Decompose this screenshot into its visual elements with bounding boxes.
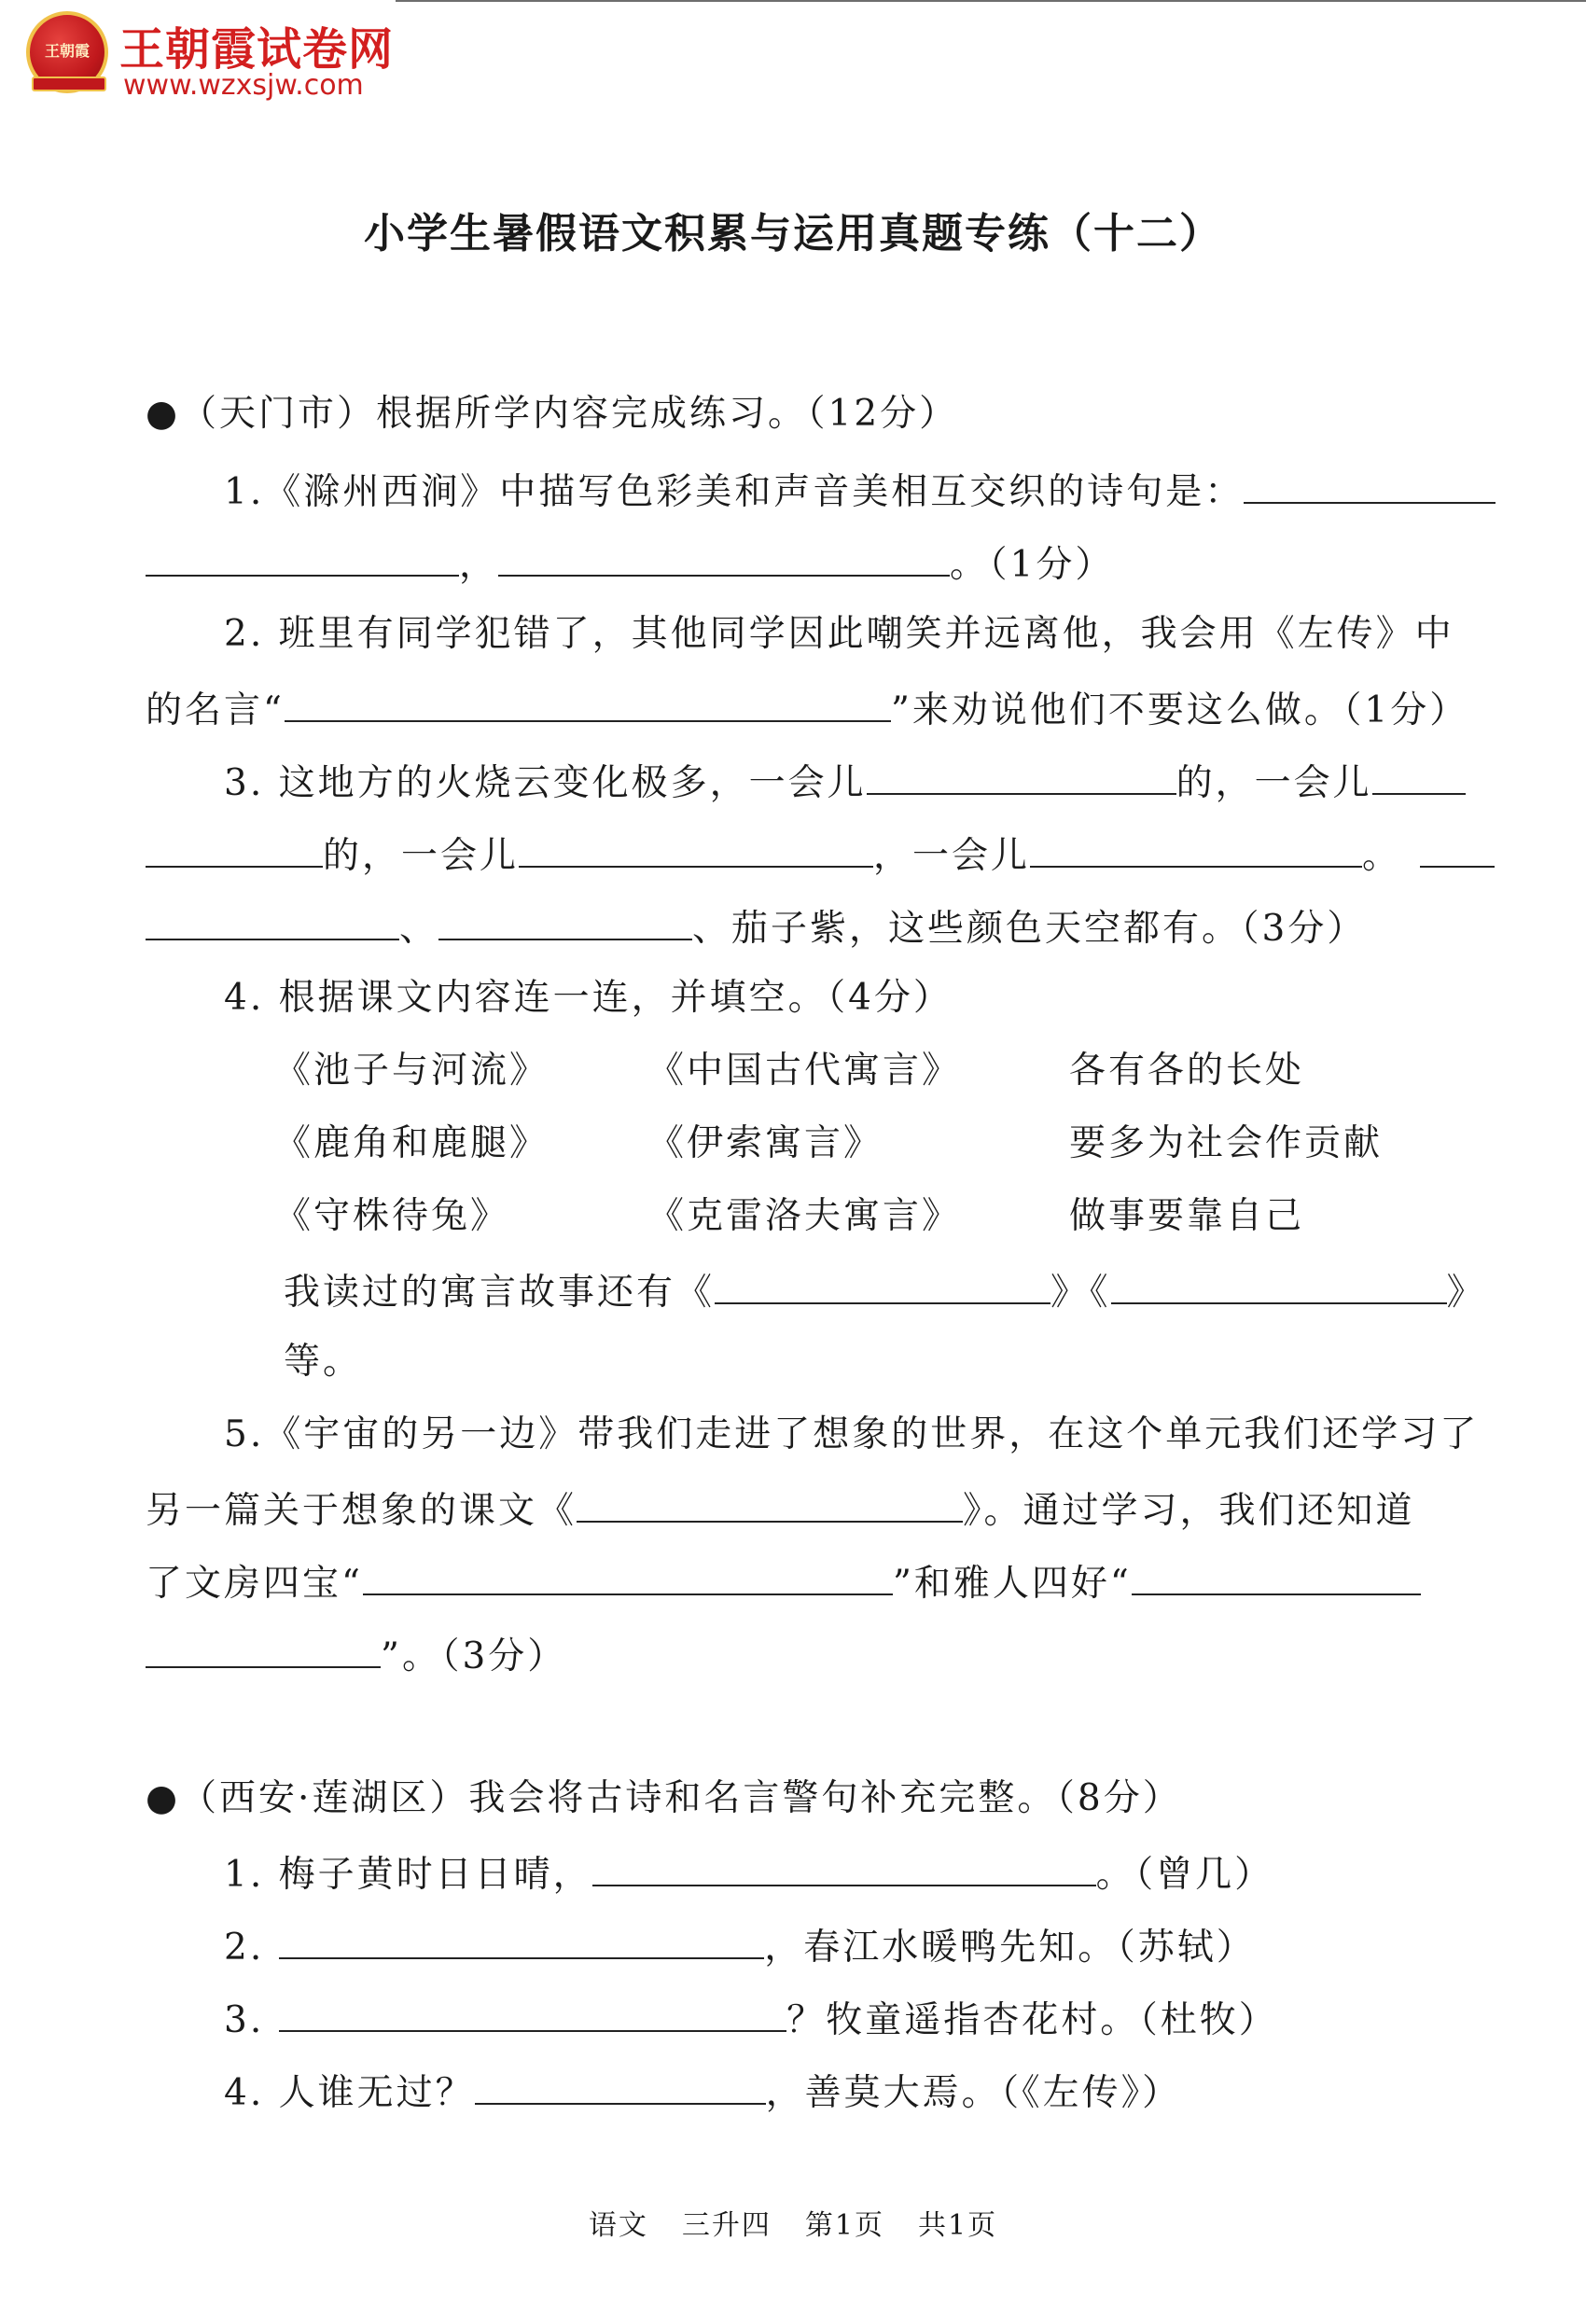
s2-q2-blank[interactable] xyxy=(279,1916,764,1959)
q3-blank-3[interactable] xyxy=(519,825,873,868)
q2-line1: 2. 班里有同学犯错了，其他同学因此嘲笑并远离他，我会用《左传》中 xyxy=(224,613,1454,655)
s2-q4 xyxy=(146,2062,1181,2118)
q4-col2-item[interactable]: 《克雷洛夫寓言》 xyxy=(647,1195,962,1237)
q3-text-b: 的，一会儿 xyxy=(1176,762,1372,804)
q4-blank-1[interactable] xyxy=(715,1261,1050,1304)
q4-row-2 xyxy=(274,1116,1383,1172)
q4-row-1 xyxy=(274,1043,1304,1099)
s2-q2 xyxy=(146,1916,1256,1972)
q5-line2 xyxy=(146,1480,1415,1536)
q3-text-d: ，一会儿 xyxy=(873,835,1031,877)
q5-prompt: 另一篇关于想象的课文《 xyxy=(146,1490,577,1532)
logo-url: www.wzxsjw.com xyxy=(123,69,364,102)
s2-q1-prompt: 1. 梅子黄时日日晴， xyxy=(224,1854,592,1896)
q2-prompt: 的名言“ xyxy=(146,689,285,731)
section1-heading: ●（天门市）根据所学内容完成练习。（12分） xyxy=(146,393,959,435)
s2-q3-text: ？牧童遥指杏花村。（杜牧） xyxy=(786,1999,1278,2041)
q5-blank-1[interactable] xyxy=(577,1480,963,1523)
s2-q3 xyxy=(146,1989,1278,2045)
q3-prompt: 3. 这地方的火烧云变化极多，一会儿 xyxy=(224,762,867,804)
q3-blank-2b[interactable] xyxy=(146,825,323,868)
q4-col1-item[interactable]: 《鹿角和鹿腿》 xyxy=(274,1122,550,1164)
q1-line2 xyxy=(146,534,1114,590)
s2-q1 xyxy=(146,1844,1273,1900)
header-rule xyxy=(396,0,1586,2)
q4-col1-item[interactable]: 《池子与河流》 xyxy=(274,1050,550,1092)
q3-line1 xyxy=(146,752,1466,808)
q3-text-e: 。 xyxy=(1362,835,1402,877)
q1-line1 xyxy=(146,461,1496,517)
q4-fill-prompt: 我读过的寓言故事还有《 xyxy=(284,1272,716,1314)
page-footer xyxy=(0,2202,1586,2243)
q3-text-f: 、 xyxy=(399,908,439,950)
s2-q3-blank[interactable] xyxy=(279,1989,786,2032)
s2-q4-prompt: 4. 人谁无过？ xyxy=(224,2072,475,2114)
q4-col2-item[interactable]: 《中国古代寓言》 xyxy=(647,1050,962,1092)
q3-blank-2[interactable] xyxy=(1372,752,1466,795)
q4-col3-item[interactable]: 做事要靠自己 xyxy=(1069,1195,1305,1237)
footer-page: 第1页 xyxy=(804,2209,884,2242)
q3-line2 xyxy=(146,825,1495,881)
s2-q1-blank[interactable] xyxy=(592,1844,1096,1886)
page-title: 小学生暑假语文积累与运用真题专练（十二） xyxy=(364,210,1222,257)
s2-q4-blank[interactable] xyxy=(475,2062,766,2105)
q5-score: ”。（3分） xyxy=(381,1635,567,1677)
site-logo xyxy=(26,7,399,101)
s2-q2-text: ，春江水暖鸭先知。（苏轼） xyxy=(764,1927,1256,1969)
q3-line3 xyxy=(146,898,1366,953)
s2-q2-number: 2. xyxy=(224,1927,265,1969)
s2-q4-text: ，善莫大焉。（《左传》） xyxy=(765,2072,1182,2114)
q4-col2-item[interactable]: 《伊索寓言》 xyxy=(647,1122,883,1164)
q1-blank-2[interactable] xyxy=(146,534,459,577)
q3-blank-1[interactable] xyxy=(867,752,1176,795)
logo-name: 王朝霞试卷网 xyxy=(119,23,395,76)
q3-text-c: 的，一会儿 xyxy=(323,835,520,877)
logo-badge-text: 王朝霞 xyxy=(44,42,90,60)
q4-blank-2[interactable] xyxy=(1111,1261,1447,1304)
q5-blank-3b[interactable] xyxy=(146,1625,381,1668)
q4-fill-mid: 》《 xyxy=(1050,1272,1111,1314)
q5-text-c: 》。通过学习，我们还知道 xyxy=(963,1490,1415,1532)
section2-heading: ●（西安·莲湖区）我会将古诗和名言警句补充完整。（8分） xyxy=(146,1777,1182,1819)
q1-score: 。（1分） xyxy=(950,544,1115,586)
q2-suffix: ”来劝说他们不要这么做。（1分） xyxy=(890,689,1469,731)
q5-blank-2[interactable] xyxy=(363,1552,893,1595)
q2-line2 xyxy=(146,679,1468,735)
q1-prompt: 1.《滁州西涧》中描写色彩美和声音美相互交织的诗句是： xyxy=(224,471,1245,513)
q4-col3-item[interactable]: 各有各的长处 xyxy=(1069,1050,1305,1092)
q4-fill-end: 》 xyxy=(1446,1272,1486,1314)
q5-text-d: 了文房四宝“ xyxy=(146,1563,363,1605)
q5-line1: 5.《宇宙的另一边》带我们走进了想象的世界，在这个单元我们还学习了 xyxy=(224,1413,1480,1455)
q3-blank-6[interactable] xyxy=(438,898,692,940)
q1-separator: ， xyxy=(459,544,499,586)
footer-subject: 语文 xyxy=(588,2209,648,2242)
q3-blank-5[interactable] xyxy=(1420,825,1495,868)
q5-blank-3[interactable] xyxy=(1132,1552,1421,1595)
q3-blank-5b[interactable] xyxy=(146,898,399,940)
q4-prompt: 4. 根据课文内容连一连，并填空。（4分） xyxy=(224,977,953,1019)
q3-blank-4[interactable] xyxy=(1030,825,1362,868)
q2-blank[interactable] xyxy=(285,679,891,722)
q3-text-g: 、茄子紫，这些颜色天空都有。（3分） xyxy=(692,908,1367,950)
logo-ribbon-icon xyxy=(32,77,106,91)
s2-q3-number: 3. xyxy=(224,1999,265,2041)
q5-line4 xyxy=(146,1625,566,1681)
q4-col3-item[interactable]: 要多为社会作贡献 xyxy=(1069,1122,1384,1164)
q4-fill-tail: 等。 xyxy=(284,1341,363,1383)
q4-row-3 xyxy=(274,1189,1304,1245)
q1-blank-3[interactable] xyxy=(498,534,950,577)
q5-text-e: ”和雅人四好“ xyxy=(892,1563,1132,1605)
s2-q1-source: 。（曾几） xyxy=(1095,1854,1274,1896)
q4-col1-item[interactable]: 《守株待兔》 xyxy=(274,1195,510,1237)
q1-blank-1[interactable] xyxy=(1244,461,1496,504)
q5-line3 xyxy=(146,1552,1421,1608)
q4-fill-line xyxy=(284,1261,1486,1317)
footer-total: 共1页 xyxy=(918,2209,998,2242)
footer-grade: 三升四 xyxy=(681,2209,772,2242)
